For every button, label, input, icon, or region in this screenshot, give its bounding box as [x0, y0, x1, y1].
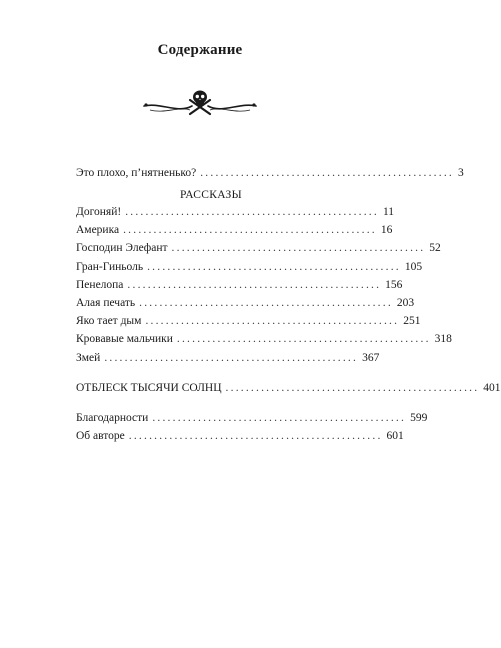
toc-entry-novel[interactable]: [76, 379, 501, 397]
dot-leader: ..................................................: [176, 333, 431, 345]
toc-entry-story[interactable]: [76, 203, 395, 221]
toc-entry-label: Это плохо, п’нятненько?: [76, 167, 197, 179]
toc-entry-label: Об авторе: [76, 430, 125, 442]
toc-entry-story[interactable]: [76, 349, 380, 367]
toc-entry-page: 52: [429, 242, 441, 254]
toc-entry-label: Яко тает дым: [76, 315, 142, 327]
toc-entry-label: ОТБЛЕСК ТЫСЯЧИ СОЛНЦ: [76, 382, 222, 394]
dot-leader: ..................................................: [128, 430, 383, 442]
toc-entry-story[interactable]: [76, 221, 393, 239]
toc-entry-label: Благодарности: [76, 412, 149, 424]
toc-entry-label: Алая печать: [76, 297, 136, 309]
dot-leader: ..................................................: [171, 242, 426, 254]
dot-leader: ..................................................: [104, 352, 359, 364]
toc-entry-page: 367: [362, 352, 380, 364]
toc-entry-story[interactable]: [76, 330, 452, 348]
dot-leader: ..................................................: [200, 167, 454, 179]
dot-leader: ..................................................: [127, 279, 382, 291]
toc-entry-story[interactable]: [76, 312, 421, 330]
toc-entry-page: 401: [483, 382, 501, 394]
section-heading-stories: РАССКАЗЫ: [180, 189, 242, 201]
dot-leader: ..................................................: [152, 412, 407, 424]
toc-entry-story[interactable]: [76, 276, 403, 294]
dot-leader: ..................................................: [125, 206, 379, 218]
toc-entry-page: 16: [380, 224, 393, 236]
toc-entry-about-author[interactable]: [76, 427, 404, 445]
dot-leader: ..................................................: [225, 382, 480, 394]
toc-entry-acknowledgements[interactable]: [76, 409, 428, 427]
toc-entry-label: Господин Элефант: [76, 242, 168, 254]
toc-entry-page: 599: [410, 412, 428, 424]
toc-entry-label: Гран-Гиньоль: [76, 261, 144, 273]
toc-entry-intro[interactable]: [76, 164, 464, 182]
toc-entry-page: 203: [396, 297, 415, 309]
toc-entry-page: 3: [457, 167, 464, 179]
page-title: Содержание: [157, 42, 243, 58]
toc-entry-page: 318: [434, 333, 452, 345]
toc-entry-label: Догоняй!: [76, 206, 122, 218]
toc-entry-story[interactable]: [76, 239, 441, 257]
toc-entry-label: Америка: [76, 224, 120, 236]
toc-entry-label: Пенелопа: [76, 279, 124, 291]
dot-leader: ..................................................: [139, 297, 393, 309]
toc-entry-page: 105: [404, 261, 423, 273]
toc-entry-story[interactable]: [76, 258, 423, 276]
toc-entry-label: Змей: [76, 352, 101, 364]
toc-entry-label: Кровавые мальчики: [76, 333, 173, 345]
toc-entry-page: 11: [382, 206, 395, 218]
toc-entry-page: 251: [403, 315, 421, 327]
dot-leader: ..................................................: [145, 315, 400, 327]
toc-entry-story[interactable]: [76, 294, 415, 312]
skull-crossbones-ornament-icon: [140, 84, 260, 124]
dot-leader: ..................................................: [147, 261, 401, 273]
toc-entry-page: 156: [385, 279, 403, 291]
dot-leader: ..................................................: [123, 224, 377, 236]
toc-entry-page: 601: [386, 430, 404, 442]
